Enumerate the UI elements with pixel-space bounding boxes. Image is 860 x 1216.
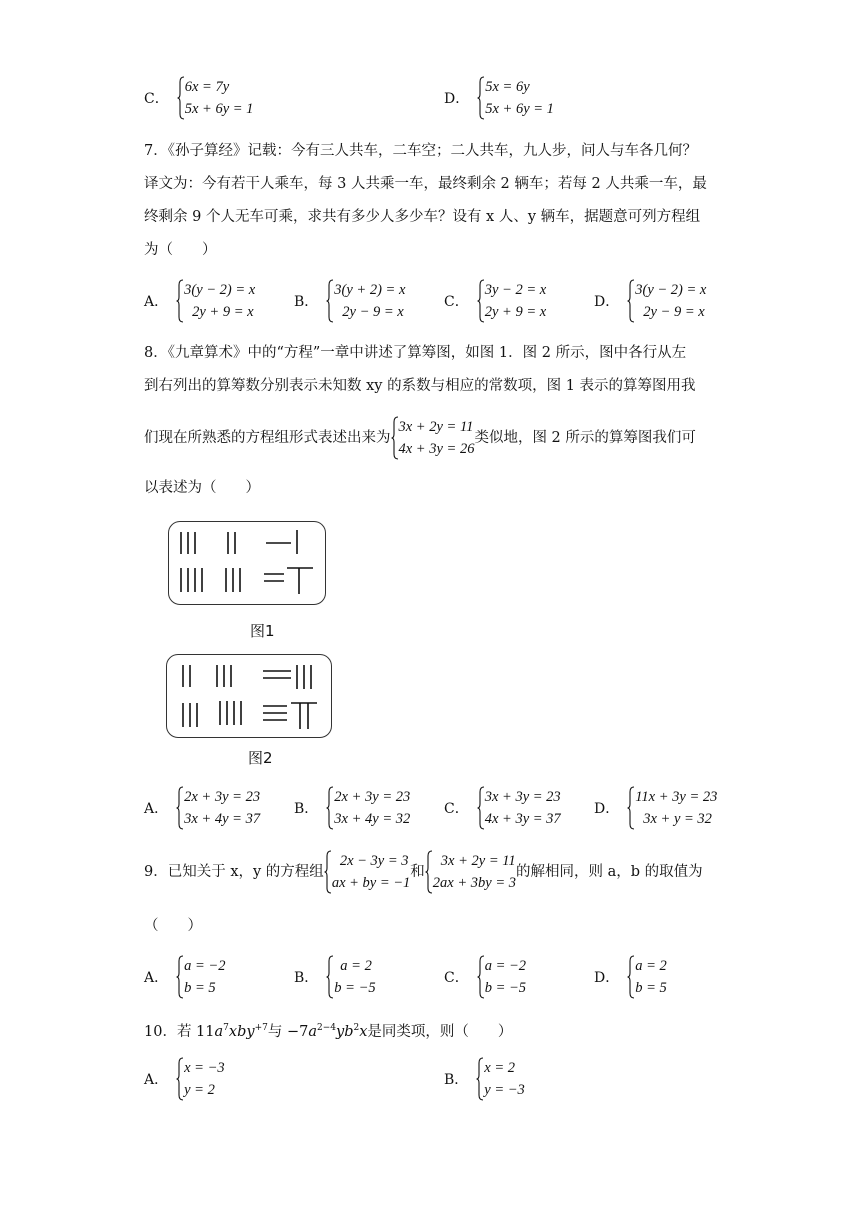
q6-option-d[interactable] (444, 76, 554, 120)
equation: a = −2 (484, 958, 527, 974)
equation: 2y − 9 = x (643, 304, 705, 320)
q8-line-3-post: 类似地，图 2 所示的算筹图我们可 (474, 430, 696, 446)
brace-icon (477, 76, 485, 120)
equation-system (477, 279, 546, 323)
equation: 2ax + 3by = 3 (432, 875, 516, 891)
equation: b = 5 (635, 980, 667, 996)
equation-system (477, 955, 526, 999)
q10-term2-bexp: 2 (353, 1023, 360, 1033)
option-label: C． (144, 91, 169, 107)
figure-2-caption: 图2 (248, 749, 273, 767)
equation: 5x + 6y = 1 (184, 101, 254, 117)
equation-system (176, 786, 260, 830)
q7-option-b[interactable] (294, 279, 405, 323)
q10-post: 是同类项，则（ ） (367, 1023, 513, 1040)
brace-icon (391, 416, 399, 460)
equation-system-1 (324, 850, 410, 894)
equation-system (176, 955, 225, 999)
option-label: D． (594, 801, 620, 817)
brace-icon (477, 786, 485, 830)
equation-system (326, 279, 405, 323)
equation-system (627, 955, 667, 999)
equation: 3x + 2y = 11 (440, 853, 516, 869)
equation: 3y − 2 = x (484, 282, 547, 298)
equation-system (627, 786, 717, 830)
equation: a = 2 (340, 958, 372, 974)
q10-term2-mid: y (336, 1023, 345, 1040)
equation: 2x + 3y = 23 (184, 789, 261, 805)
equation-system (326, 955, 375, 999)
option-label: A． (144, 294, 169, 310)
equation: 3x + 4y = 37 (184, 811, 261, 827)
q8-line-2: 到右列出的算筹数分别表示未知数 xy 的系数与相应的常数项，图 1 表示的算筹图用我 (144, 378, 696, 394)
q7-line-2: 译文为：今有若干人乘车，每 3 人共乘一车，最终剩余 2 辆车；若每 2 人共乘一车，最 (144, 176, 707, 192)
q7-option-d[interactable] (594, 279, 706, 323)
equation: x = 2 (484, 1060, 516, 1076)
q8-line-4: 以表述为（ ） (144, 480, 260, 496)
brace-icon (177, 76, 185, 120)
equation-system (391, 416, 475, 460)
option-label: A． (144, 1072, 169, 1088)
q9-line-2: （ ） (144, 918, 202, 934)
equation-system (176, 279, 255, 323)
q8-option-b[interactable] (294, 786, 410, 830)
q10-option-a[interactable] (144, 1057, 225, 1101)
figure-1-caption: 图1 (250, 622, 275, 640)
option-label: B． (294, 801, 319, 817)
option-label: A． (144, 801, 169, 817)
equation: 2x − 3y = 3 (339, 853, 409, 869)
option-label: D． (594, 294, 620, 310)
brace-icon (176, 279, 184, 323)
equation: 3x + 4y = 32 (334, 811, 411, 827)
q10-term2-base: a (308, 1023, 317, 1040)
brace-icon (477, 955, 485, 999)
option-label: C． (444, 294, 469, 310)
brace-icon (324, 850, 332, 894)
equation: 2y + 9 = x (484, 304, 547, 320)
equation: 3(y − 2) = x (635, 282, 707, 298)
option-label: D． (594, 970, 620, 986)
q8-option-c[interactable] (444, 786, 561, 830)
q10-term2-exp: 2−4 (317, 1023, 336, 1033)
option-label: A． (144, 970, 169, 986)
q10-term1-y: y (246, 1023, 255, 1040)
q10-term1-mid: xb (228, 1023, 247, 1040)
brace-icon (326, 955, 334, 999)
q8-line-1: 8．《九章算术》中的“方程”一章中讲述了算筹图，如图 1．图 2 所示，图中各行从左 (144, 345, 687, 361)
equation: 3x + 3y = 23 (484, 789, 561, 805)
q9-option-b[interactable] (294, 955, 376, 999)
q10-line-1 (144, 1018, 512, 1042)
equation-system (627, 279, 706, 323)
q7-option-a[interactable] (144, 279, 255, 323)
brace-icon (627, 786, 635, 830)
equation: 4x + 3y = 37 (484, 811, 561, 827)
equation: 4x + 3y = 26 (398, 441, 475, 457)
option-label: B． (294, 970, 319, 986)
q8-line-3 (144, 416, 696, 460)
equation: 2y + 9 = x (192, 304, 254, 320)
q9-pre: 9．已知关于 x，y 的方程组 (144, 864, 324, 880)
equation: 2y − 9 = x (342, 304, 404, 320)
q7-line-4: 为（ ） (144, 242, 217, 258)
equation: 3x + y = 32 (643, 811, 712, 827)
equation-system (177, 76, 254, 120)
equation-system-2 (425, 850, 516, 894)
equation: b = −5 (484, 980, 527, 996)
q10-pre: 10．若 11 (144, 1023, 215, 1040)
q9-mid: 和 (410, 864, 425, 880)
equation: 3(y − 2) = x (184, 282, 256, 298)
q7-line-1: 7．《孙子算经》记载：今有三人共车，二车空；二人共车，九人步，问人与车各几何？ (144, 143, 697, 159)
q10-term1-base: a (214, 1023, 224, 1040)
counting-rod-diagram (169, 522, 325, 604)
q10-term1-yexp: +7 (254, 1023, 268, 1033)
brace-icon (627, 955, 635, 999)
brace-icon (176, 786, 184, 830)
q7-line-3: 终剩余 9 个人无车可乘，求共有多少人多少车？设有 x 人、y 辆车，据题意可列方程组 (144, 209, 701, 225)
equation: 11x + 3y = 23 (635, 789, 718, 805)
counting-rod-diagram (167, 655, 331, 737)
counting-rod-figure-1 (168, 521, 326, 605)
brace-icon (176, 955, 184, 999)
q8-line-3-pre: 们现在所熟悉的方程组形式表述出来为 (144, 430, 391, 446)
equation: 3x + 2y = 11 (398, 419, 474, 435)
q9-post: 的解相同，则 a，b 的取值为 (516, 864, 703, 880)
equation: 2x + 3y = 23 (334, 789, 411, 805)
q10-between: 与 −7 (267, 1023, 309, 1040)
equation-system (476, 1057, 525, 1101)
q8-option-a[interactable] (144, 786, 260, 830)
q10-term2-b: b (344, 1023, 354, 1040)
equation: y = 2 (184, 1082, 215, 1098)
counting-rod-figure-2 (166, 654, 332, 738)
equation: 6x = 7y (184, 79, 230, 95)
option-label: D． (444, 91, 470, 107)
equation-system (326, 786, 410, 830)
equation: ax + by = −1 (331, 875, 411, 891)
q9-line-1 (144, 850, 703, 894)
q9-option-a[interactable] (144, 955, 225, 999)
q8-option-d[interactable] (594, 786, 717, 830)
brace-icon (425, 850, 433, 894)
brace-icon (176, 1057, 184, 1101)
q9-option-d[interactable] (594, 955, 667, 999)
equation-system (477, 76, 554, 120)
equation: 5x = 6y (485, 79, 530, 95)
q10-term1-exp: 7 (223, 1023, 229, 1033)
option-label: B． (444, 1072, 469, 1088)
option-label: B． (294, 294, 319, 310)
equation: b = 5 (184, 980, 216, 996)
option-label: C． (444, 801, 469, 817)
equation: 3(y + 2) = x (334, 282, 406, 298)
option-label: C． (444, 970, 469, 986)
q10-term2-x: x (359, 1023, 368, 1040)
equation: a = −2 (184, 958, 226, 974)
q10-option-b[interactable] (444, 1057, 525, 1101)
q6-option-c[interactable] (144, 76, 253, 120)
equation: a = 2 (635, 958, 667, 974)
q9-option-c[interactable] (444, 955, 526, 999)
equation: 5x + 6y = 1 (485, 101, 554, 117)
equation: x = −3 (184, 1060, 225, 1076)
brace-icon (477, 279, 485, 323)
equation: y = −3 (484, 1082, 525, 1098)
equation: b = −5 (334, 980, 376, 996)
q7-option-c[interactable] (444, 279, 546, 323)
equation-system (477, 786, 561, 830)
equation-system (176, 1057, 225, 1101)
